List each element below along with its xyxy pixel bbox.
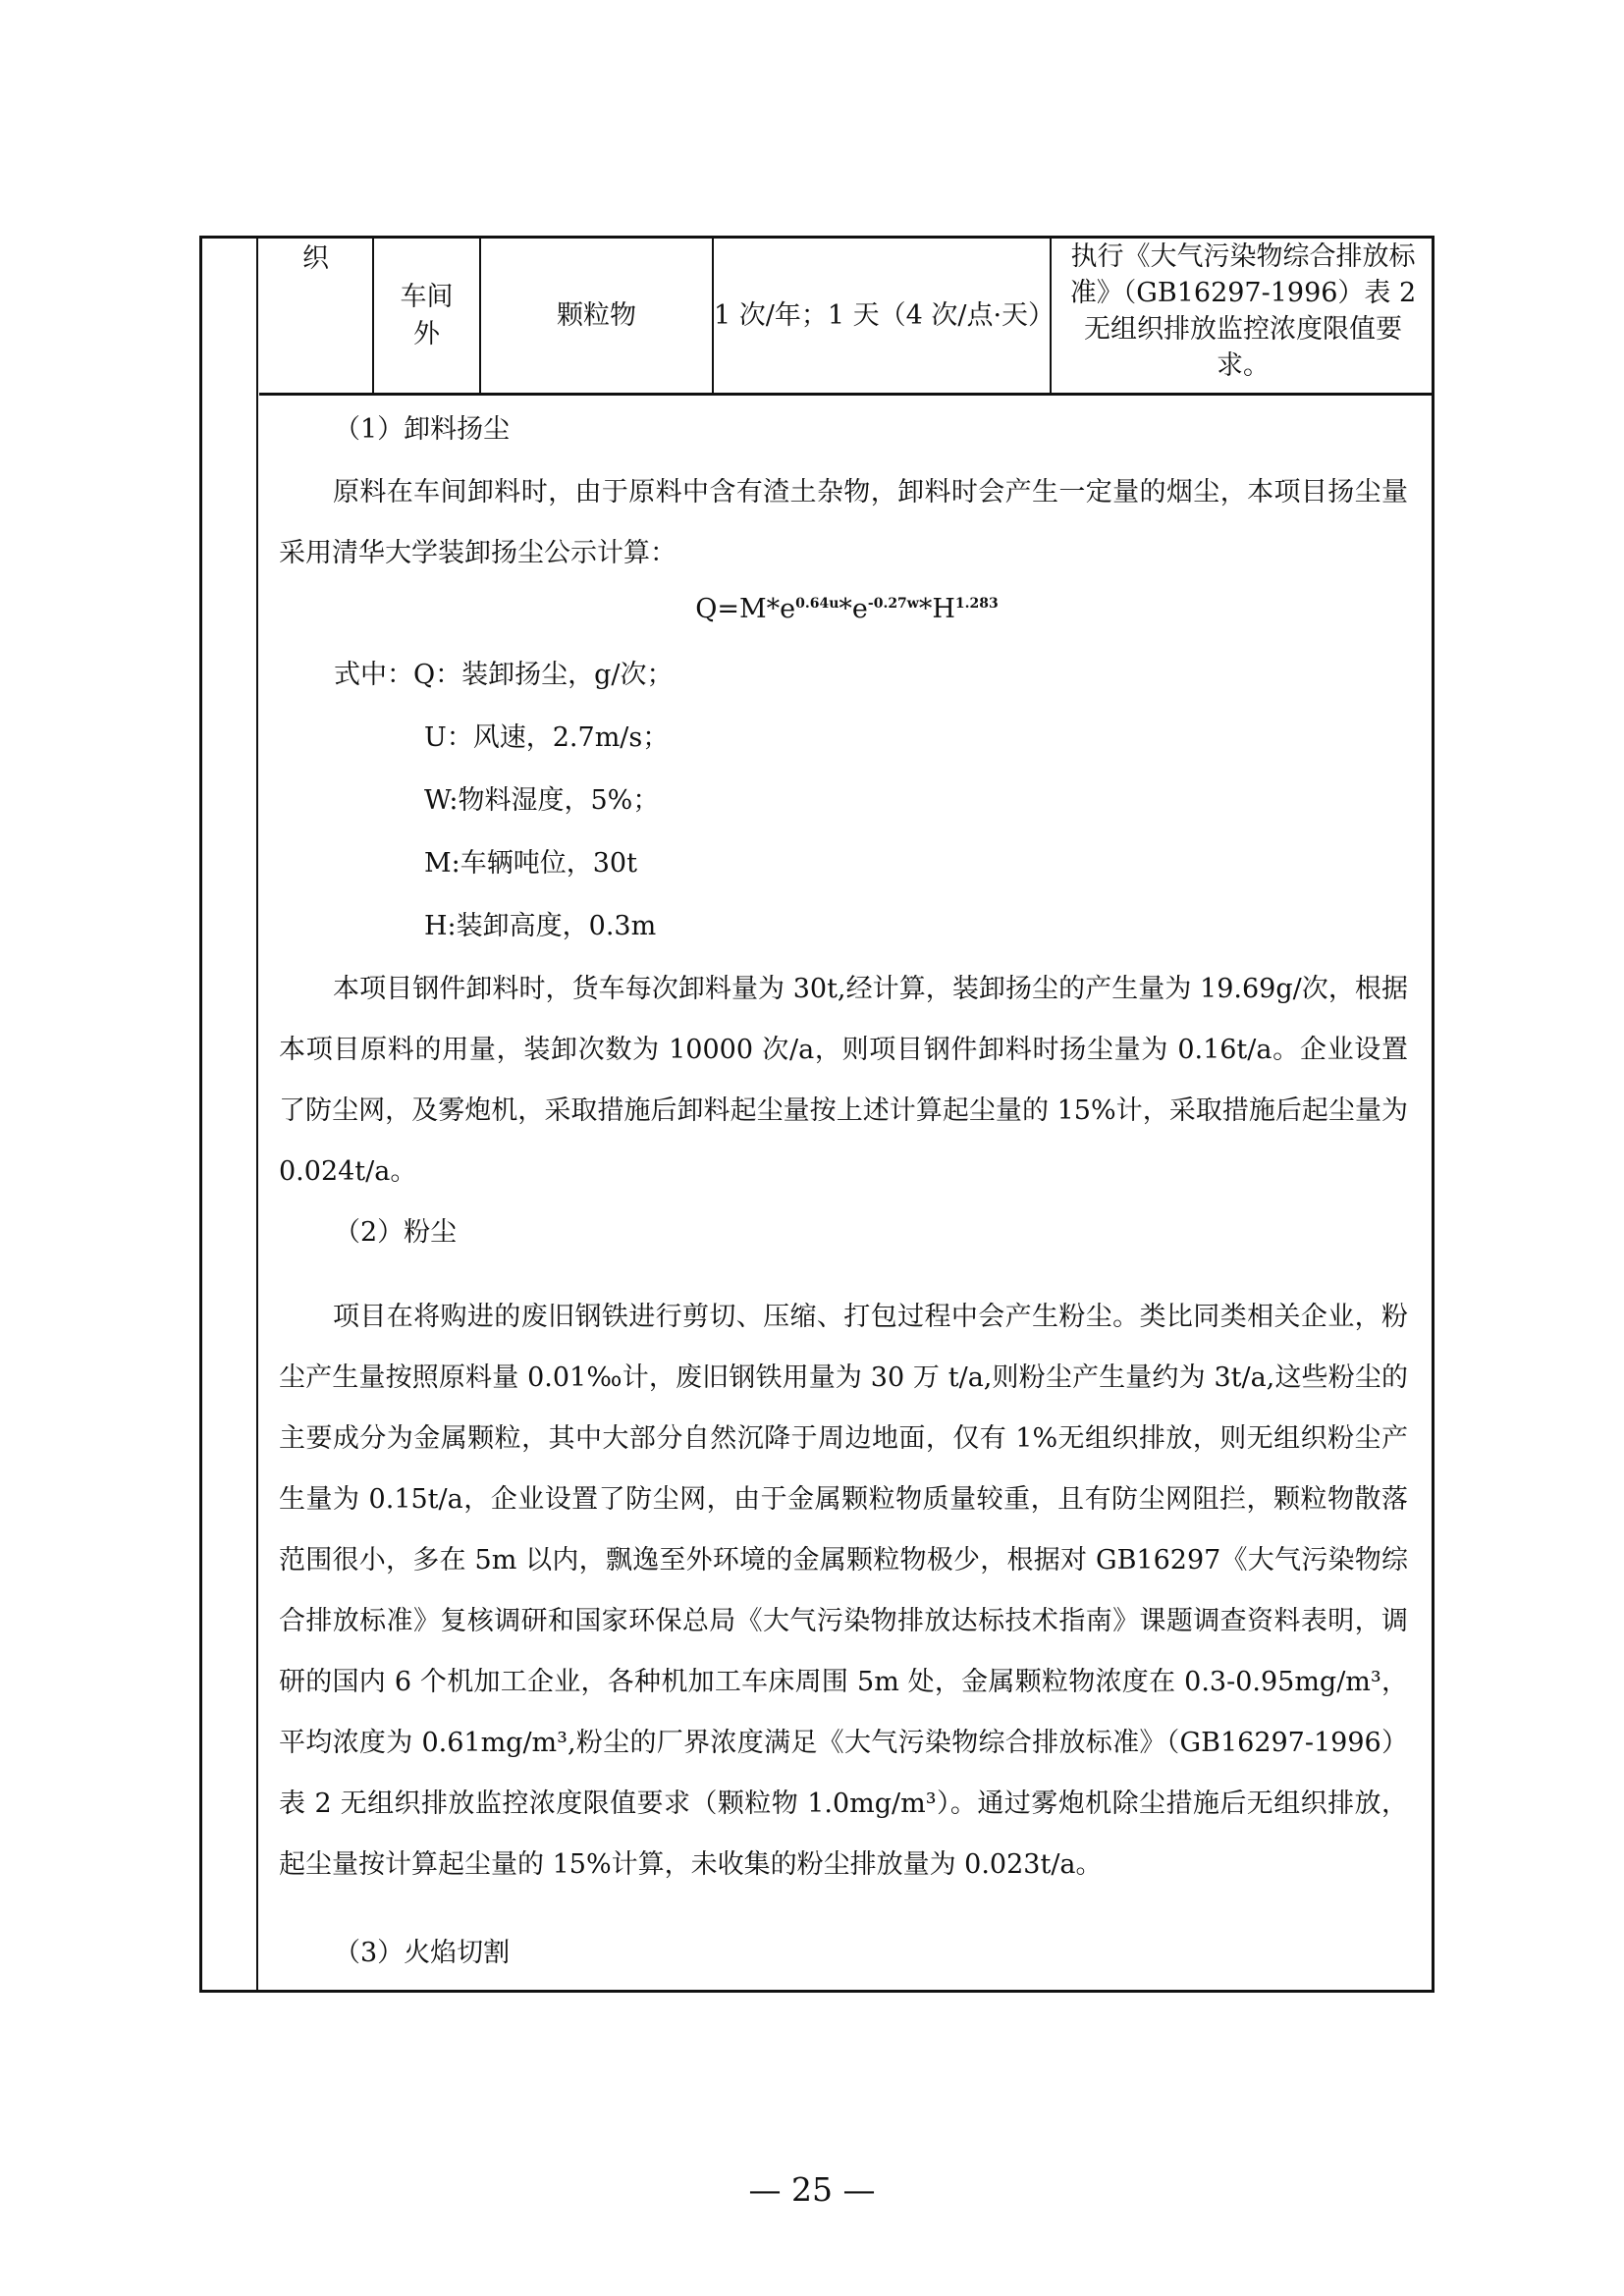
paragraph-dust: 项目在将购进的废旧钢铁进行剪切、压缩、打包过程中会产生粉尘。类比同类相关企业，粉尘产生量按照原料量 0.01‰计，废旧钢铁用量为 30 万 t/a,则粉尘产生量约为 3t/a,这些粉尘的主要成分为金属颗粒，其中大部分自然沉降于周边地面，仅有 1%无组织排放，则无组织粉尘产生量为 0.15t/a，企业设置了防尘网，由于金属颗粒物质量较重，且有防尘网阻拦，颗粒物散落范围很小，多在 5m 以内，飘逸至外环境的金属颗粒物极少，根据对 GB16297《大气污染物综合排放标准》复核调研和国家环保总局《大气污染物排放达标技术指南》课题调查资料表明，调研的国内 6 个机加工企业，各种机加工车床周围 5m 处，金属颗粒物浓度在 0.3-0.95mg/m³，平均浓度为 0.61mg/m³,粉尘的厂界浓度满足《大气污染物综合排放标准》（GB16297-1996）表 2 无组织排放监控浓度限值要求（颗粒物 1.0mg/m³）。通过雾炮机除尘措施后无组织排放，起尘量按计算起尘量的 15%计算，未收集的粉尘排放量为 0.023t/a。: [279, 1302, 1408, 1880]
cell-text: 颗粒物: [557, 299, 636, 331]
variable-w: W:物料湿度，5%；: [424, 785, 660, 816]
page-number: — 25 —: [748, 2170, 876, 2209]
formula-exp1: 0.64u: [795, 596, 839, 612]
section-heading-dust: （2）粉尘: [334, 1217, 458, 1248]
frame-left-column-divider: [256, 239, 258, 1990]
cell-text: 车间外: [400, 281, 454, 349]
variable-q: 式中：Q：装卸扬尘，g/次；: [334, 660, 674, 690]
variable-m: M:车辆吨位，30t: [424, 848, 637, 879]
table-cell-location: [372, 239, 479, 393]
table-cell-category: [259, 239, 372, 393]
variable-u: U：风速，2.7m/s；: [424, 722, 670, 753]
dust-formula: [259, 594, 1435, 624]
frame-content: [259, 239, 1432, 1990]
formula-exp3: 1.283: [954, 596, 999, 612]
variable-h: H:装卸高度，0.3m: [424, 911, 657, 941]
paragraph-unloading-result: 本项目钢件卸料时，货车每次卸料量为 30t,经计算，装卸扬尘的产生量为 19.69g/次，根据本项目原料的用量，装卸次数为 10000 次/a，则项目钢件卸料时扬尘量为 0.16t/a。企业设置了防尘网，及雾炮机，采取措施后卸料起尘量按上述计算起尘量的 15%计，采取措施后起尘量为 0.024t/a。: [279, 974, 1408, 1187]
formula-base: Q=M*e: [695, 594, 796, 624]
cell-text: 1 次/年；1 天（4 次/点·天）: [714, 299, 1056, 331]
cell-text: 织: [302, 243, 329, 274]
formula-mid2: *H: [918, 594, 955, 624]
monitoring-table-row: [259, 239, 1435, 396]
paragraph-unloading-intro: 原料在车间卸料时，由于原料中含有渣土杂物，卸料时会产生一定量的烟尘，本项目扬尘量采用清华大学装卸扬尘公示计算：: [279, 477, 1408, 568]
table-cell-pollutant: [479, 239, 712, 393]
formula-exp2: -0.27w: [867, 596, 919, 612]
formula-mid: *e: [839, 594, 868, 624]
section-heading-unloading: （1）卸料扬尘: [334, 414, 511, 445]
section-heading-flame-cutting: （3）火焰切割: [334, 1938, 511, 1968]
cell-text: 执行《大气污染物综合排放标准》（GB16297-1996）表 2 无组织排放监控浓度限值要求。: [1069, 241, 1417, 381]
table-cell-frequency: [712, 239, 1056, 393]
bordered-frame: [199, 236, 1435, 1993]
table-cell-standard: [1050, 239, 1435, 393]
